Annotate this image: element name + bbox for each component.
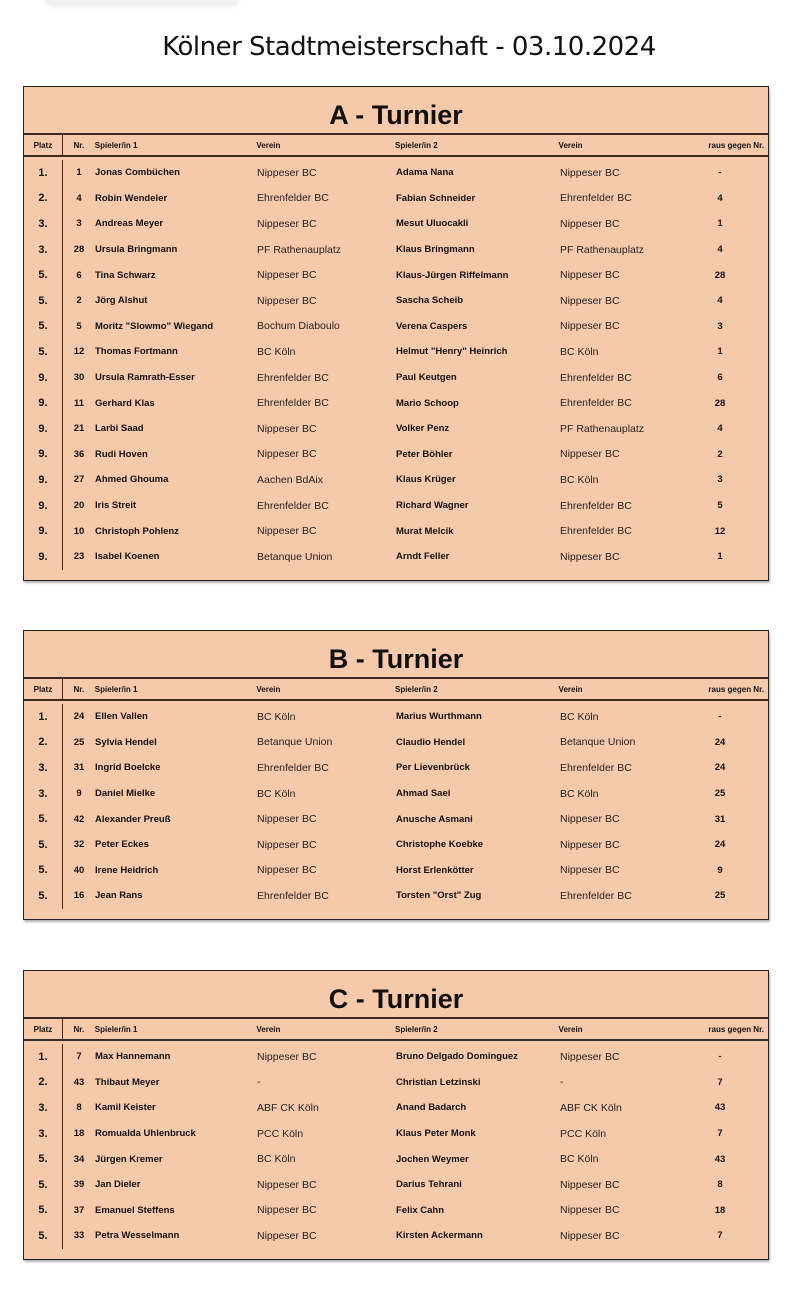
nr-cell: 6	[76, 269, 82, 281]
club2-cell: Nippeser BC	[560, 838, 620, 851]
table-row	[24, 1121, 768, 1147]
raus-gegen-cell: 28	[714, 397, 726, 409]
platz-cell: 3.	[24, 211, 63, 237]
nr-cell: 39	[73, 1179, 85, 1191]
table-row	[24, 390, 768, 416]
player2-cell: Felix Cahn	[396, 1204, 445, 1216]
player2-cell: Per Lievenbrück	[396, 762, 470, 774]
raus-gegen-cell: 7	[717, 1076, 723, 1088]
table-row	[24, 237, 768, 263]
header-spieler1: Spieler/in 1	[94, 684, 138, 694]
player1-cell: Jürgen Kremer	[95, 1153, 163, 1165]
player2-cell: Klaus-Jürgen Riffelmann	[396, 269, 509, 281]
player2-cell: Christian Letzinski	[396, 1076, 481, 1088]
table-row	[24, 1070, 768, 1096]
table-row	[24, 1198, 768, 1224]
club2-cell: Nippeser BC	[560, 550, 620, 563]
platz-cell: 5.	[24, 288, 63, 314]
raus-gegen-cell: 3	[717, 320, 723, 332]
platz-cell: 5.	[24, 314, 63, 340]
nr-cell: 30	[73, 372, 85, 384]
platz-cell: 5.	[24, 1223, 63, 1249]
raus-gegen-cell: 7	[717, 1128, 723, 1140]
nr-cell: 12	[73, 346, 85, 358]
club1-cell: Nippeser BC	[257, 294, 317, 307]
club1-cell: Nippeser BC	[257, 813, 317, 826]
header-verein1: Verein	[256, 684, 281, 694]
raus-gegen-cell: 4	[717, 192, 723, 204]
table-row	[24, 544, 768, 570]
header-spieler1: Spieler/in 1	[94, 1024, 138, 1034]
nr-cell: 36	[73, 448, 85, 460]
nr-cell: 34	[73, 1153, 85, 1165]
club1-cell: Nippeser BC	[257, 864, 317, 877]
platz-cell: 9.	[24, 416, 63, 442]
platz-cell: 3.	[24, 755, 63, 781]
player2-cell: Helmut "Henry" Heinrich	[396, 346, 508, 358]
raus-gegen-cell: 25	[714, 890, 726, 902]
player1-cell: Tina Schwarz	[95, 269, 156, 281]
raus-gegen-cell: 9	[717, 864, 723, 876]
player1-cell: Daniel Mielke	[95, 788, 156, 800]
top-bar	[44, 0, 240, 6]
club2-cell: PF Rathenauplatz	[560, 243, 645, 256]
platz-cell: 9.	[24, 467, 63, 493]
club2-cell: Nippeser BC	[560, 294, 620, 307]
club1-cell: Ehrenfelder BC	[257, 192, 329, 205]
header-raus: raus gegen Nr.	[708, 684, 764, 694]
club1-cell: Ehrenfelder BC	[257, 761, 329, 774]
table-row	[24, 416, 768, 442]
club2-cell: Ehrenfelder BC	[560, 889, 632, 902]
player1-cell: Max Hannemann	[95, 1051, 171, 1063]
tournament-section-b	[23, 630, 769, 920]
nr-cell: 21	[73, 423, 85, 435]
player2-cell: Klaus Krüger	[396, 474, 456, 486]
nr-cell: 11	[73, 397, 85, 409]
raus-gegen-cell: 18	[714, 1204, 726, 1216]
player1-cell: Irene Heidrich	[95, 864, 159, 876]
club2-cell: Betanque Union	[560, 736, 636, 749]
player2-cell: Anusche Asmani	[396, 813, 473, 825]
raus-gegen-cell: -	[718, 711, 722, 723]
player2-cell: Richard Wagner	[396, 500, 469, 512]
platz-cell: 5.	[24, 832, 63, 858]
header-platz: Platz	[24, 679, 63, 699]
club1-cell: Nippeser BC	[257, 422, 317, 435]
club2-cell: ABF CK Köln	[560, 1101, 622, 1114]
raus-gegen-cell: 7	[717, 1230, 723, 1242]
player1-cell: Christoph Pohlenz	[95, 525, 179, 537]
player1-cell: Ingrid Boelcke	[95, 762, 161, 774]
club2-cell: Nippeser BC	[560, 813, 620, 826]
raus-gegen-cell: 1	[717, 551, 723, 563]
nr-cell: 10	[73, 525, 85, 537]
header-spieler2: Spieler/in 2	[394, 1024, 438, 1034]
player1-cell: Rudi Hoven	[95, 448, 148, 460]
player2-cell: Peter Böhler	[396, 448, 453, 460]
table-row	[24, 883, 768, 909]
player2-cell: Bruno Delgado Dominguez	[396, 1051, 518, 1063]
raus-gegen-cell: 4	[717, 423, 723, 435]
club2-cell: BC Köln	[560, 345, 599, 358]
table-row	[24, 314, 768, 340]
table-row	[24, 1223, 768, 1249]
player1-cell: Ellen Vallen	[95, 711, 148, 723]
player1-cell: Iris Streit	[95, 500, 137, 512]
table-row	[24, 730, 768, 756]
raus-gegen-cell: 1	[717, 218, 723, 230]
platz-cell: 5.	[24, 1146, 63, 1172]
club2-cell: Ehrenfelder BC	[560, 499, 632, 512]
table-row	[24, 288, 768, 314]
player1-cell: Ahmed Ghouma	[95, 474, 169, 486]
table-row	[24, 806, 768, 832]
platz-cell: 2.	[24, 1070, 63, 1096]
tournament-title: C - Turnier	[328, 984, 464, 1014]
club1-cell: Nippeser BC	[257, 1229, 317, 1242]
raus-gegen-cell: 4	[717, 244, 723, 256]
club1-cell: BC Köln	[257, 787, 296, 800]
header-verein1: Verein	[256, 140, 281, 150]
nr-cell: 28	[73, 244, 85, 256]
player2-cell: Claudio Hendel	[396, 736, 466, 748]
table-header	[24, 677, 768, 701]
table-body	[24, 157, 768, 580]
club1-cell: Nippeser BC	[257, 838, 317, 851]
player2-cell: Klaus Bringmann	[396, 244, 475, 256]
nr-cell: 37	[73, 1204, 85, 1216]
player2-cell: Jochen Weymer	[396, 1153, 469, 1165]
raus-gegen-cell: 31	[714, 813, 726, 825]
platz-cell: 1.	[24, 704, 63, 730]
nr-cell: 3	[76, 218, 82, 230]
player2-cell: Fabian Schneider	[396, 192, 476, 204]
platz-cell: 9.	[24, 493, 63, 519]
table-row	[24, 832, 768, 858]
nr-cell: 31	[73, 762, 85, 774]
player2-cell: Kirsten Ackermann	[396, 1230, 483, 1242]
player2-cell: Verena Caspers	[396, 320, 468, 332]
raus-gegen-cell: 43	[714, 1153, 726, 1165]
player1-cell: Isabel Koenen	[95, 551, 160, 563]
club1-cell: BC Köln	[257, 345, 296, 358]
header-raus: raus gegen Nr.	[708, 1024, 764, 1034]
nr-cell: 16	[73, 890, 85, 902]
player1-cell: Emanuel Steffens	[95, 1204, 175, 1216]
player1-cell: Andreas Meyer	[95, 218, 164, 230]
raus-gegen-cell: 1	[717, 346, 723, 358]
club1-cell: Nippeser BC	[257, 1050, 317, 1063]
nr-cell: 5	[76, 320, 82, 332]
header-spieler1: Spieler/in 1	[94, 140, 138, 150]
club2-cell: Nippeser BC	[560, 166, 620, 179]
club1-cell: Bochum Diaboulo	[257, 320, 340, 333]
club2-cell: Nippeser BC	[560, 1050, 620, 1063]
nr-cell: 42	[73, 813, 85, 825]
club2-cell: BC Köln	[560, 787, 599, 800]
platz-cell: 2.	[24, 730, 63, 756]
club1-cell: Nippeser BC	[257, 1204, 317, 1217]
raus-gegen-cell: 28	[714, 269, 726, 281]
club1-cell: Betanque Union	[257, 736, 333, 749]
table-header	[24, 1017, 768, 1041]
table-row	[24, 186, 768, 212]
club1-cell: Ehrenfelder BC	[257, 397, 329, 410]
player1-cell: Larbi Saad	[95, 423, 144, 435]
club2-cell: Nippeser BC	[560, 217, 620, 230]
table-row	[24, 1172, 768, 1198]
table-row	[24, 704, 768, 730]
club1-cell: PF Rathenauplatz	[257, 243, 342, 256]
header-platz: Platz	[24, 1019, 63, 1039]
club2-cell: Ehrenfelder BC	[560, 192, 632, 205]
raus-gegen-cell: 5	[717, 500, 723, 512]
nr-cell: 7	[76, 1051, 82, 1063]
player2-cell: Arndt Feller	[396, 551, 450, 563]
raus-gegen-cell: 4	[717, 295, 723, 307]
club2-cell: Ehrenfelder BC	[560, 525, 632, 538]
player1-cell: Kamil Keister	[95, 1102, 156, 1114]
table-row	[24, 493, 768, 519]
table-row	[24, 781, 768, 807]
nr-cell: 23	[73, 551, 85, 563]
raus-gegen-cell: 3	[717, 474, 723, 486]
platz-cell: 9.	[24, 544, 63, 570]
player1-cell: Jonas Combüchen	[95, 167, 180, 179]
player1-cell: Jean Rans	[95, 890, 143, 902]
raus-gegen-cell: 8	[717, 1179, 723, 1191]
raus-gegen-cell: 43	[714, 1102, 726, 1114]
raus-gegen-cell: 6	[717, 372, 723, 384]
platz-cell: 5.	[24, 339, 63, 365]
table-row	[24, 339, 768, 365]
club1-cell: Nippeser BC	[257, 525, 317, 538]
club1-cell: BC Köln	[257, 1153, 296, 1166]
player1-cell: Jan Dieler	[95, 1179, 141, 1191]
club2-cell: BC Köln	[560, 1153, 599, 1166]
player2-cell: Horst Erlenkötter	[396, 864, 474, 876]
club1-cell: Ehrenfelder BC	[257, 499, 329, 512]
player2-cell: Adama Nana	[396, 167, 454, 179]
platz-cell: 5.	[24, 883, 63, 909]
club2-cell: Nippeser BC	[560, 269, 620, 282]
platz-cell: 9.	[24, 442, 63, 468]
player1-cell: Peter Eckes	[95, 839, 149, 851]
nr-cell: 20	[73, 500, 85, 512]
nr-cell: 8	[76, 1102, 82, 1114]
club2-cell: PF Rathenauplatz	[560, 422, 645, 435]
platz-cell: 2.	[24, 186, 63, 212]
table-row	[24, 755, 768, 781]
table-row	[24, 858, 768, 884]
tournament-title: A - Turnier	[329, 100, 463, 130]
table-header	[24, 133, 768, 157]
club2-cell: Nippeser BC	[560, 1178, 620, 1191]
club1-cell: Nippeser BC	[257, 1178, 317, 1191]
club1-cell: PCC Köln	[257, 1127, 304, 1140]
table-row	[24, 1044, 768, 1070]
table-row	[24, 365, 768, 391]
player2-cell: Sascha Scheib	[396, 295, 464, 307]
header-spieler2: Spieler/in 2	[394, 684, 438, 694]
player1-cell: Thomas Fortmann	[95, 346, 178, 358]
club1-cell: Nippeser BC	[257, 269, 317, 282]
player2-cell: Murat Melcik	[396, 525, 454, 537]
raus-gegen-cell: 24	[714, 839, 726, 851]
club1-cell: Nippeser BC	[257, 448, 317, 461]
table-row	[24, 442, 768, 468]
nr-cell: 33	[73, 1230, 85, 1242]
player1-cell: Moritz "Slowmo" Wiegand	[95, 320, 214, 332]
platz-cell: 1.	[24, 1044, 63, 1070]
platz-cell: 5.	[24, 1198, 63, 1224]
platz-cell: 3.	[24, 1095, 63, 1121]
table-row	[24, 467, 768, 493]
player1-cell: Gerhard Klas	[95, 397, 155, 409]
club1-cell: Nippeser BC	[257, 166, 317, 179]
header-verein1: Verein	[256, 1024, 281, 1034]
page-title: Kölner Stadtmeisterschaft - 03.10.2024	[162, 32, 656, 62]
player1-cell: Thibaut Meyer	[95, 1076, 160, 1088]
platz-cell: 3.	[24, 1121, 63, 1147]
platz-cell: 9.	[24, 390, 63, 416]
nr-cell: 40	[73, 864, 85, 876]
player1-cell: Ursula Bringmann	[95, 244, 178, 256]
player2-cell: Paul Keutgen	[396, 372, 457, 384]
raus-gegen-cell: 12	[714, 525, 726, 537]
nr-cell: 9	[76, 788, 82, 800]
nr-cell: 43	[73, 1076, 85, 1088]
tournament-title: B - Turnier	[328, 644, 464, 674]
player1-cell: Alexander Preuß	[95, 813, 171, 825]
player2-cell: Mario Schoop	[396, 397, 459, 409]
table-row	[24, 1146, 768, 1172]
raus-gegen-cell: 24	[714, 736, 726, 748]
club1-cell: BC Köln	[257, 710, 296, 723]
player1-cell: Robin Wendeler	[95, 192, 168, 204]
table-row	[24, 262, 768, 288]
header-raus: raus gegen Nr.	[708, 140, 764, 150]
player1-cell: Sylvia Hendel	[95, 736, 157, 748]
club2-cell: Nippeser BC	[560, 864, 620, 877]
club2-cell: Ehrenfelder BC	[560, 761, 632, 774]
raus-gegen-cell: -	[718, 167, 722, 179]
player2-cell: Anand Badarch	[396, 1102, 467, 1114]
table-row	[24, 160, 768, 186]
club1-cell: Ehrenfelder BC	[257, 889, 329, 902]
nr-cell: 1	[76, 167, 82, 179]
player2-cell: Christophe Koebke	[396, 839, 484, 851]
nr-cell: 32	[73, 839, 85, 851]
platz-cell: 9.	[24, 365, 63, 391]
nr-cell: 27	[73, 474, 85, 486]
table-row	[24, 211, 768, 237]
club1-cell: Betanque Union	[257, 550, 333, 563]
platz-cell: 3.	[24, 237, 63, 263]
header-nr: Nr.	[73, 684, 85, 694]
player1-cell: Jörg Alshut	[95, 295, 148, 307]
player2-cell: Volker Penz	[396, 423, 450, 435]
header-nr: Nr.	[73, 1024, 85, 1034]
raus-gegen-cell: 24	[714, 762, 726, 774]
platz-cell: 9.	[24, 518, 63, 544]
club1-cell: Nippeser BC	[257, 217, 317, 230]
raus-gegen-cell: 2	[717, 448, 723, 460]
club2-cell: BC Köln	[560, 710, 599, 723]
nr-cell: 24	[73, 711, 85, 723]
nr-cell: 4	[76, 192, 82, 204]
club2-cell: Ehrenfelder BC	[560, 397, 632, 410]
club1-cell: ABF CK Köln	[257, 1101, 319, 1114]
player2-cell: Ahmad Saei	[396, 788, 451, 800]
club2-cell: Nippeser BC	[560, 320, 620, 333]
player1-cell: Petra Wesselmann	[95, 1230, 180, 1242]
club1-cell: Ehrenfelder BC	[257, 371, 329, 384]
club1-cell: -	[257, 1076, 261, 1089]
table-body	[24, 1041, 768, 1259]
player2-cell: Torsten "Orst" Zug	[396, 890, 482, 902]
club2-cell: -	[560, 1076, 564, 1089]
nr-cell: 25	[73, 736, 85, 748]
club2-cell: Nippeser BC	[560, 1204, 620, 1217]
raus-gegen-cell: 25	[714, 788, 726, 800]
platz-cell: 1.	[24, 160, 63, 186]
club2-cell: Nippeser BC	[560, 448, 620, 461]
player2-cell: Marius Wurthmann	[396, 711, 482, 723]
platz-cell: 5.	[24, 858, 63, 884]
platz-cell: 5.	[24, 262, 63, 288]
player1-cell: Ursula Ramrath-Esser	[95, 372, 195, 384]
header-verein2: Verein	[558, 140, 583, 150]
platz-cell: 3.	[24, 781, 63, 807]
tournament-section-a	[23, 86, 769, 581]
nr-cell: 2	[76, 295, 82, 307]
club2-cell: BC Köln	[560, 473, 599, 486]
platz-cell: 5.	[24, 1172, 63, 1198]
header-verein2: Verein	[558, 1024, 583, 1034]
player1-cell: Romualda Uhlenbruck	[95, 1128, 196, 1140]
raus-gegen-cell: -	[718, 1051, 722, 1063]
header-nr: Nr.	[73, 140, 85, 150]
table-row	[24, 518, 768, 544]
club2-cell: Nippeser BC	[560, 1229, 620, 1242]
player2-cell: Darius Tehrani	[396, 1179, 462, 1191]
player2-cell: Mesut Uluocakli	[396, 218, 469, 230]
header-platz: Platz	[24, 135, 63, 155]
player2-cell: Klaus Peter Monk	[396, 1128, 476, 1140]
club2-cell: PCC Köln	[560, 1127, 607, 1140]
club1-cell: Aachen BdAix	[257, 473, 323, 486]
club2-cell: Ehrenfelder BC	[560, 371, 632, 384]
nr-cell: 18	[73, 1128, 85, 1140]
header-verein2: Verein	[558, 684, 583, 694]
platz-cell: 5.	[24, 806, 63, 832]
tournament-section-c	[23, 970, 769, 1260]
table-body	[24, 701, 768, 919]
header-spieler2: Spieler/in 2	[394, 140, 438, 150]
table-row	[24, 1095, 768, 1121]
